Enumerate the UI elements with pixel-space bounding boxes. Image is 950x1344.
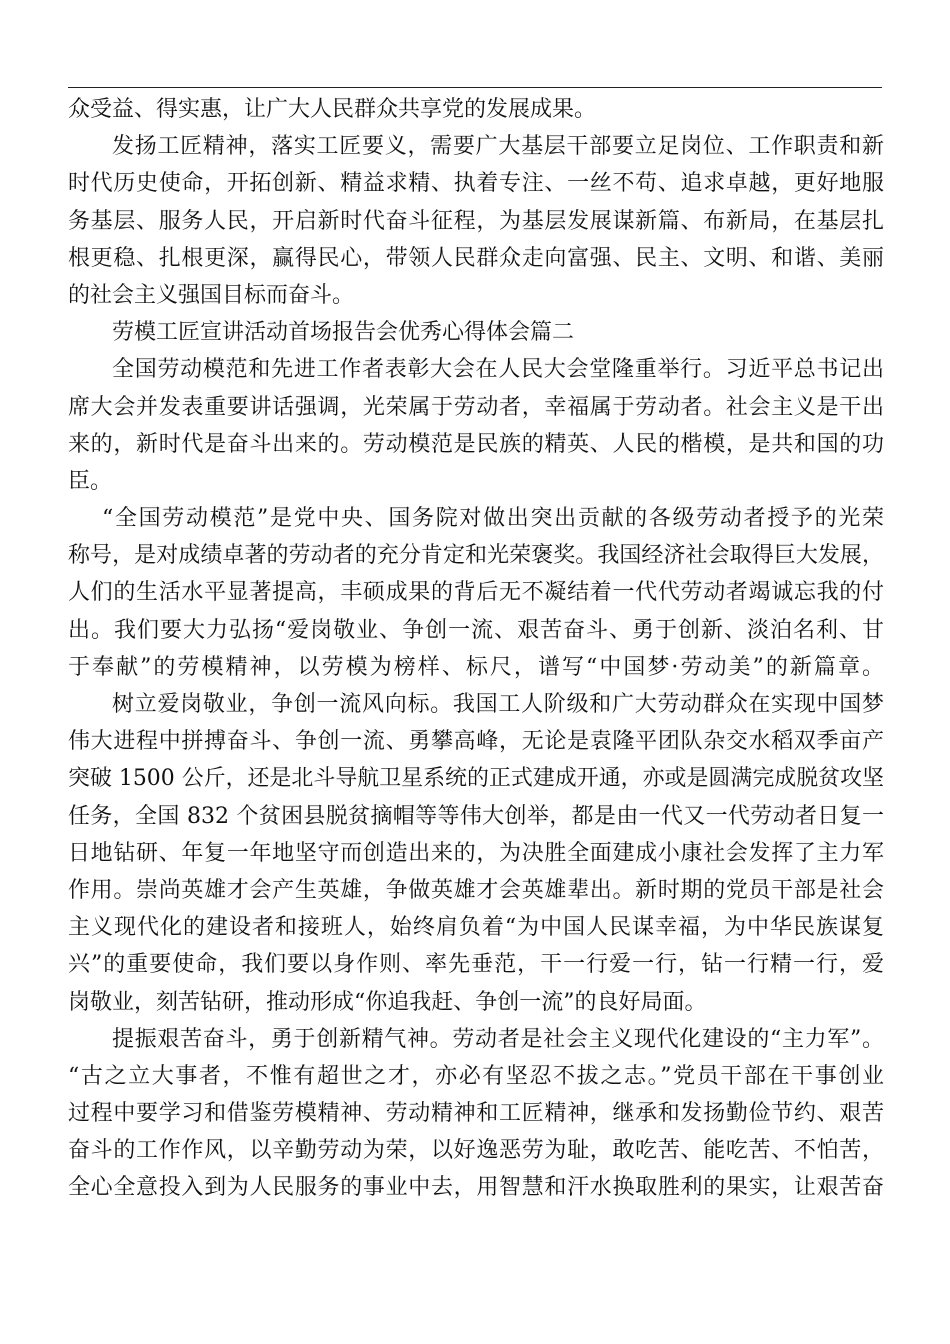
text-line: 岗敬业，刻苦钻研，推动形成“你追我赶、争创一流”的良好局面。 [68, 989, 707, 1015]
text-line: 发扬工匠精神，落实工匠要义，需要广大基层干部要立足岗位、工作职责和新 [112, 134, 884, 160]
document-body [68, 91, 884, 1207]
text-line: 来的，新时代是奋斗出来的。劳动模范是民族的精英、人民的楷模，是共和国的功 [68, 431, 884, 457]
text-line: “古之立大事者，不惟有超世之才，亦必有坚忍不拔之志。”党员干部在干事创业 [68, 1063, 884, 1089]
text-line: 树立爱岗敬业，争创一流风向标。我国工人阶级和广大劳动群众在实现中国梦 [112, 692, 884, 717]
text-line: 于奉献”的劳模精神，以劳模为榜样、标尺，谱写“中国梦·劳动美”的新篇章。 [68, 654, 884, 680]
text-line: 突破 1500 公斤，还是北斗导航卫星系统的正式建成开通，亦或是圆满完成脱贫攻坚 [68, 766, 884, 792]
text-line: 出。我们要大力弘扬“爱岗敬业、争创一流、艰苦奋斗、勇于创新、淡泊名利、甘 [68, 617, 884, 643]
text-line: 奋斗的工作作风，以辛勤劳动为荣，以好逸恶劳为耻，敢吃苦、能吃苦、不怕苦， [68, 1138, 884, 1164]
text-line: 的社会主义强国目标而奋斗。 [68, 282, 355, 308]
text-line: 提振艰苦奋斗，勇于创新精气神。劳动者是社会主义现代化建设的“主力军”。 [112, 1026, 884, 1052]
text-line: 过程中要学习和借鉴劳模精神、劳动精神和工匠精神，继承和发扬勤俭节约、艰苦 [68, 1101, 884, 1127]
header-rule [68, 87, 882, 88]
text-line: 作用。崇尚英雄才会产生英雄，争做英雄才会英雄辈出。新时期的党员干部是社会 [68, 877, 884, 903]
text-line: 全国劳动模范和先进工作者表彰大会在人民大会堂隆重举行。习近平总书记出 [112, 357, 884, 383]
text-line: 称号，是对成绩卓著的劳动者的充分肯定和光荣褒奖。我国经济社会取得巨大发展， [68, 543, 884, 569]
text-line: 全心全意投入到为人民服务的事业中去，用智慧和汗水换取胜利的果实，让艰苦奋 [68, 1175, 884, 1201]
text-line: 兴”的重要使命，我们要以身作则、率先垂范，干一行爱一行，钻一行精一行，爱 [68, 952, 884, 978]
text-line: 席大会并发表重要讲话强调，光荣属于劳动者，幸福属于劳动者。社会主义是干出 [68, 394, 884, 420]
text-line: 伟大进程中拼搏奋斗、争创一流、勇攀高峰，无论是袁隆平团队杂交水稻双季亩产 [68, 729, 884, 755]
text-line: 主义现代化的建设者和接班人，始终肩负着“为中国人民谋幸福，为中华民族谋复 [68, 915, 884, 941]
text-line: 人们的生活水平显著提高，丰硕成果的背后无不凝结着一代代劳动者竭诚忘我的付 [68, 580, 884, 606]
text-line: 务基层、服务人民，开启新时代奋斗征程，为基层发展谋新篇、布新局，在基层扎 [68, 208, 884, 234]
text-line: 时代历史使命，开拓创新、精益求精、执着专注、一丝不苟、追求卓越，更好地服 [68, 171, 884, 197]
text-line: 众受益、得实惠，让广大人民群众共享党的发展成果。 [68, 97, 597, 122]
text-line: 日地钻研、年复一年地坚守而创造出来的，为决胜全面建成小康社会发挥了主力军 [68, 840, 884, 866]
text-line: “全国劳动模范”是党中央、国务院对做出突出贡献的各级劳动者授予的光荣 [102, 506, 884, 532]
text-line: 劳模工匠宣讲活动首场报告会优秀心得体会篇二 [112, 320, 575, 346]
text-line: 臣。 [68, 468, 113, 494]
text-line: 任务，全国 832 个贫困县脱贫摘帽等等伟大创举，都是由一代又一代劳动者日复一 [68, 803, 884, 829]
text-line: 根更稳、扎根更深，赢得民心，带领人民群众走向富强、民主、文明、和谐、美丽 [68, 245, 884, 271]
